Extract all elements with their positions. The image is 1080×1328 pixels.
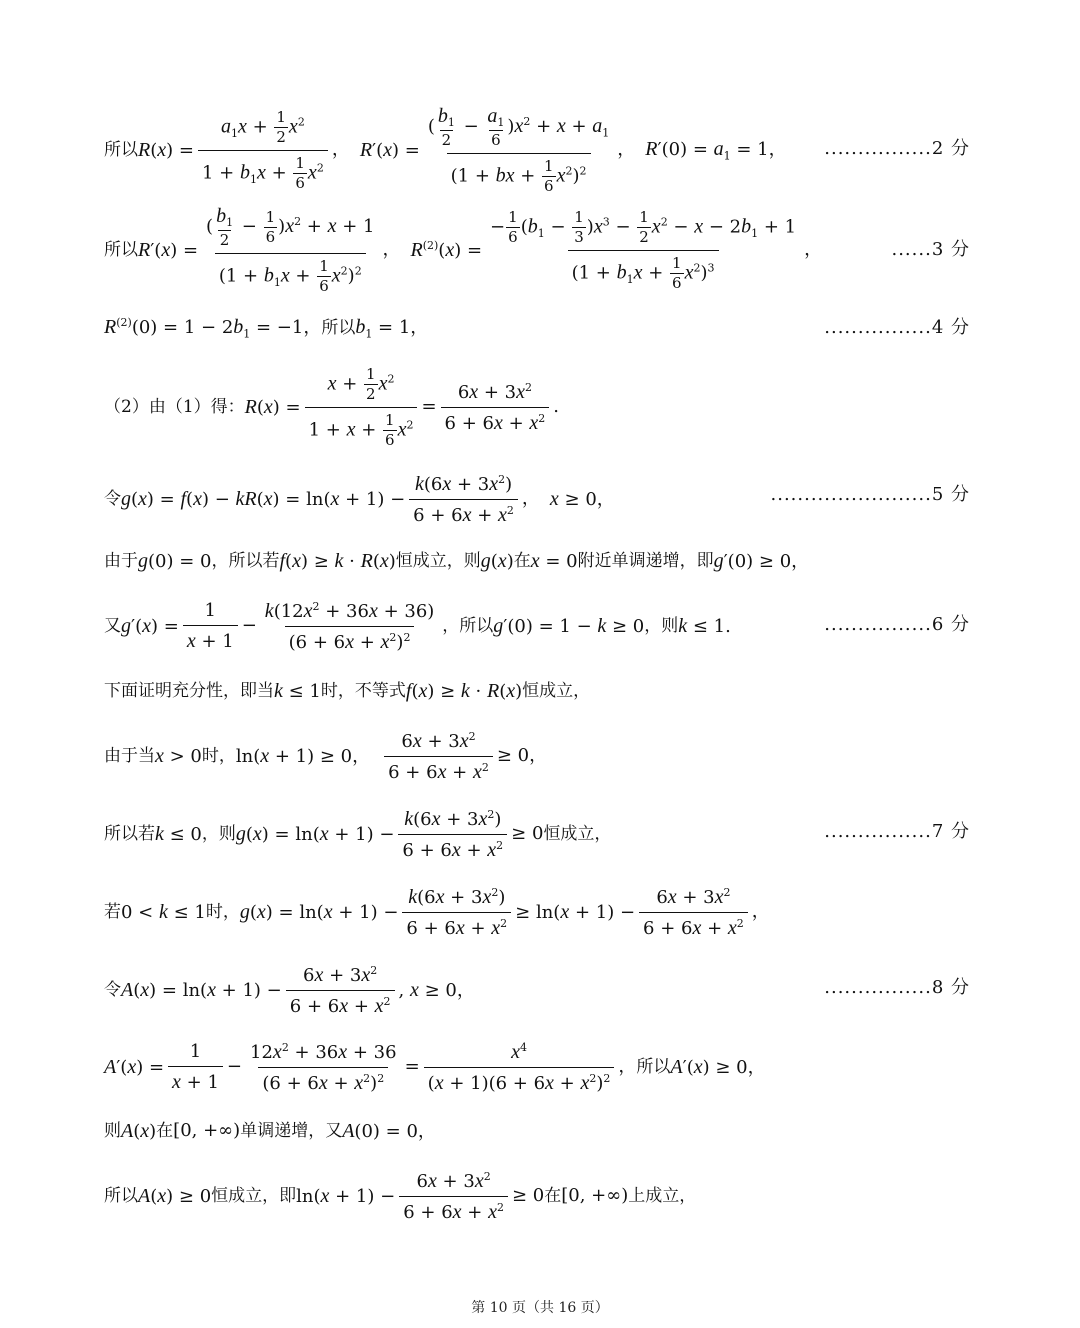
line-text: 所以 — [104, 139, 138, 160]
line-text: 上成立， — [628, 1185, 697, 1206]
score-marker: ................6 分 — [824, 614, 970, 635]
line-text: 所以 — [104, 1185, 138, 1206]
fraction: $\frac{6x + 3x^2}{6 + 6x + x^2}$ — [639, 887, 748, 938]
solution-line-5: 令 g(x) = f(x) − kR(x) = ln(x + 1) − $\frac{k(6x + 3x^2)}{6 + 6x + x^2}$ ， x ≥ 0， ........................5 分 — [104, 472, 970, 526]
solution-line-11: 若 0 < k ≤ 1 时， g(x) = ln(x + 1) − $\frac{k(6x + 3x^2)}{6 + 6x + x^2}$ ≥ ln(x + 1) − $\frac{6x + 3x^2}{6 + 6x + x^2}$ ， — [104, 885, 770, 939]
fraction: $a_1x$ + $\frac{1}{2}$ $x^2$ $1 + b_1x$ + $\frac{1}{6}$ $x^2$ — [198, 110, 328, 191]
fraction: $\frac{6x + 3x^2}{6 + 6x + x^2}$ — [384, 731, 493, 782]
fraction: x + $\frac{1}{2}$ $x^2$ 1 + x + $\frac{1}{6}$ $x^2$ — [305, 367, 418, 448]
solution-line-13: A′(x) = $\frac{1}{x + 1}$ − $\frac{12x^2 + 36x + 36}{(6 + 6x + x^2)^2}$ = $\frac{x^4}{(x + 1)(6 + 6x + x^2)^2}$ ， 所以 A′(x) ≥ 0， — [104, 1040, 766, 1094]
solution-line-9: 由于当 x > 0 时， ln(x + 1) ≥ 0， $\frac{6x + 3x^2}{6 + 6x + x^2}$ ≥ 0， — [104, 729, 548, 783]
fraction: $\frac{6x + 3x^2}{6 + 6x + x^2}$ — [286, 965, 395, 1016]
line-text: 时， — [201, 745, 236, 766]
score-marker: ................4 分 — [824, 317, 970, 338]
line-text: ，所以若 — [211, 550, 280, 571]
fraction: $\frac{k(6x + 3x^2)}{6 + 6x + x^2}$ — [409, 474, 518, 525]
line-text: 由于 — [104, 550, 138, 571]
line-text: 恒成立， — [522, 680, 591, 701]
line-text: 所以 — [104, 239, 138, 260]
fraction: $\frac{6x + 3x^2}{6 + 6x + x^2}$ — [399, 1171, 508, 1222]
line-text: 时， — [205, 901, 240, 922]
formula-Rprime: R′(x) = — [138, 239, 199, 261]
score-marker: ................2 分 — [824, 138, 970, 159]
solution-line-2: 所以 R′(x) = ( $\frac{b_1}{2}$ − $\frac{1}{6}$ )$x^2 + x + 1$ ($1 + b_1x$ + $\frac{1}{6}$ $x^2)^2$ ， $R^{(2)}(x)$ = − $\frac{1}{6}$ ($b_1$ − $\frac{1}{3}$ )$x^3$ − $\frac{1}{2}$ $x^2 - x - 2b_1 + 1$ ($1 + b_1x$ + $\frac{1}{6}$ $x^2)^3$ ， ......3 分 — [104, 205, 970, 295]
fraction: ( $\frac{b_1}{2}$ − $\frac{1}{6}$ )$x^2 + x + 1$ ($1 + b_1x$ + $\frac{1}{6}$ $x^2)^2$ — [206, 205, 375, 295]
solution-line-3 — [104, 315, 970, 341]
fraction: − $\frac{1}{6}$ ($b_1$ − $\frac{1}{3}$ )$x^3$ − $\frac{1}{2}$ $x^2 - x - 2b_1 + 1$ ($1 + b_1x$ + $\frac{1}{6}$ $x^2)^3$ — [490, 207, 797, 292]
solution-line-8: 下面证明充分性，即当 k ≤ 1 时，不等式 f(x) ≥ k · R(x) 恒成立， — [104, 680, 591, 702]
line-text: 下面证明充分性，即当 — [104, 680, 274, 701]
fraction: $\frac{k(6x + 3x^2)}{6 + 6x + x^2}$ — [402, 887, 511, 938]
page-footer: 第 10 页（共 16 页） — [471, 1300, 609, 1316]
fraction: $\frac{12x^2 + 36x + 36}{(6 + 6x + x^2)^2}$ — [250, 1040, 397, 1094]
solution-line-15: 所以 A(x) ≥ 0 恒成立，即 ln(x + 1) − $\frac{6x + 3x^2}{6 + 6x + x^2}$ ≥ 0 在 [0, +∞) 上成立， — [104, 1169, 697, 1223]
formula-g: g(x) = f(x) − kR(x) = ln(x + 1) − — [121, 488, 406, 510]
fraction: $\frac{x^4}{(x + 1)(6 + 6x + x^2)^2}$ — [424, 1042, 615, 1093]
score-marker: ................8 分 — [824, 977, 970, 998]
line-text: 恒成立，则 — [395, 550, 481, 571]
line-text: 令 — [104, 979, 121, 1000]
formula-Rprime0: $R'(0) = a_1 = 1$， — [645, 137, 787, 163]
solution-line-6: 由于 g(0) = 0 ，所以若 f(x) ≥ k · R(x) 恒成立，则 g(x) 在 x = 0 附近单调递增，即 g′(0) ≥ 0， — [104, 550, 810, 572]
line-text: 附近单调递增，即 — [577, 550, 714, 571]
solution-line-14: 则 A(x) 在 [0, +∞) 单调递增，又 A(0) = 0， — [104, 1120, 436, 1142]
fraction: $\frac{6x + 3x^2}{6 + 6x + x^2}$ — [441, 382, 550, 433]
line-text: 所以 — [636, 1056, 671, 1077]
line-text: 恒成立， — [543, 823, 612, 844]
formula-R: R(x) = — [138, 139, 194, 161]
line-text: 在 — [513, 550, 531, 571]
fraction: ( $\frac{b_1}{2}$ − $\frac{a_1}{6}$ )$x^2 + x + a_1$ (1 + bx + $\frac{1}{6}$ $x^2)^2$ — [427, 105, 610, 195]
line-text: 又 — [104, 615, 121, 636]
score-marker: ......3 分 — [891, 239, 970, 260]
formula-R: R(x) = — [244, 396, 301, 418]
line-text: ，则 — [644, 615, 679, 636]
fraction: $\frac{1}{x + 1}$ — [168, 1043, 223, 1092]
line-text: 若 — [104, 901, 121, 922]
line-text: 时，不等式 — [320, 680, 406, 701]
fraction: $\frac{1}{x + 1}$ — [183, 602, 238, 651]
formula-R2-0: $R^{(2)}(0) = 1 - 2b_1 = -1$， — [104, 315, 322, 341]
line-text: 所以 — [321, 317, 356, 338]
line-text: （2）由（1）得： — [104, 396, 245, 417]
line-text: 令 — [104, 488, 121, 509]
solution-line-4: （2）由（1）得： R(x) = x + $\frac{1}{2}$ $x^2$ 1 + x + $\frac{1}{6}$ $x^2$ = $\frac{6x + 3x^2}{6 + 6x + x^2}$ . — [104, 364, 560, 449]
score-marker: ........................5 分 — [770, 484, 970, 505]
line-text: 在 — [156, 1120, 174, 1141]
line-text: ，所以 — [442, 615, 494, 636]
fraction: $\frac{k(12x^2 + 36x + 36)}{(6 + 6x + x^2)^2}$ — [264, 599, 435, 653]
line-text: 单调递增，又 — [240, 1120, 343, 1141]
formula-domain: x ≥ 0， — [549, 488, 615, 510]
solution-line-10: 所以若 k ≤ 0 ，则 g(x) = ln(x + 1) − $\frac{k(6x + 3x^2)}{6 + 6x + x^2}$ ≥ 0 恒成立， ................7 分 — [104, 807, 970, 861]
line-text: 由于当 — [104, 745, 155, 766]
solution-line-12: 令 A(x) = ln(x + 1) − $\frac{6x + 3x^2}{6 + 6x + x^2}$ , x ≥ 0， ................8 分 — [104, 963, 970, 1017]
line-text: 在 — [544, 1185, 562, 1206]
formula-Rprime: R′(x) = — [359, 139, 420, 161]
line-text: ，则 — [201, 823, 236, 844]
line-text: 则 — [104, 1120, 121, 1141]
line-text: 所以若 — [104, 823, 155, 844]
line-text: 恒成立，即 — [211, 1185, 297, 1206]
score-marker: ................7 分 — [824, 821, 970, 842]
fraction: $\frac{k(6x + 3x^2)}{6 + 6x + x^2}$ — [398, 809, 507, 860]
solution-line-7: 又 g′(x) = $\frac{1}{x + 1}$ − $\frac{k(12x^2 + 36x + 36)}{(6 + 6x + x^2)^2}$ ，所以 g′(0) = 1 − k ≥ 0 ，则 k ≤ 1. ................6 分 — [104, 599, 970, 653]
formula-b1: $b_1 = 1$， — [355, 315, 429, 341]
formula-R2: $R^{(2)}(x)$ = — [410, 239, 483, 261]
solution-line-1: 所以 R(x) = $a_1x$ + $\frac{1}{2}$ $x^2$ $1 + b_1x$ + $\frac{1}{6}$ $x^2$ ， R′(x) = ( $\frac{b_1}{2}$ − $\frac{a_1}{6}$ )$x^2 + x + a_1$ (1 + bx + $\frac{1}{6}$ $x^2)^2$ ， $R'(0) = a_1 = 1$， ................2 分 — [104, 105, 970, 195]
